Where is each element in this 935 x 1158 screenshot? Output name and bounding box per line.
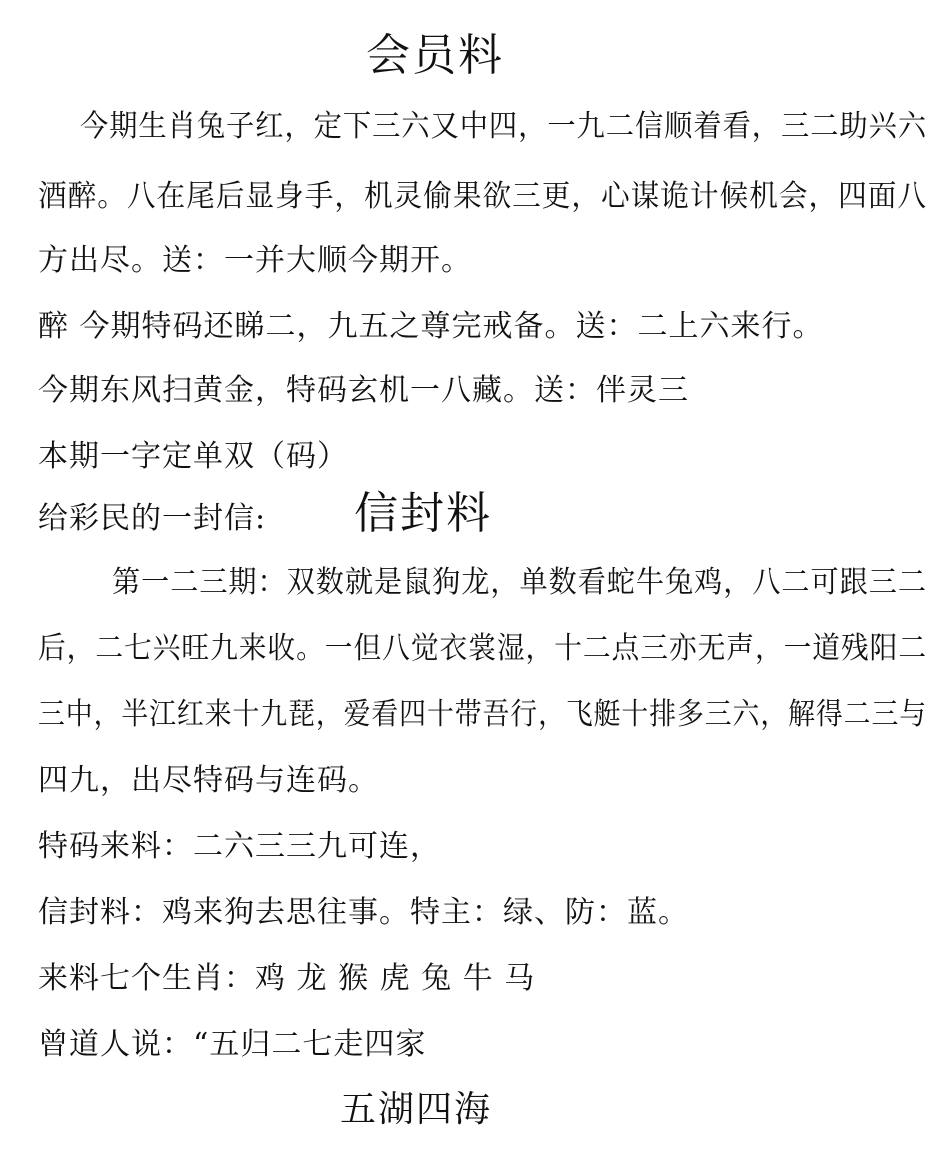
member-text-line-5: 今期东风扫黄金，特码玄机一八藏。送：伴灵三 bbox=[38, 373, 689, 408]
note-line-4: 曾道人说：“五归二七走四家 bbox=[38, 1027, 427, 1062]
footer-title: 五湖四海 bbox=[340, 1089, 493, 1130]
letter-text-line-3: 三中，半江红来十九琵，爱看四十带吾行，飞艇十排多三六，解得二三与 bbox=[38, 697, 928, 732]
member-text-line-2: 酒醉。八在尾后显身手，机灵偷果欲三更，心谋诡计候机会，四面八 bbox=[38, 179, 927, 214]
member-text-line-1: 今期生肖兔子红，定下三六又中四，一九二信顺着看，三二助兴六 bbox=[80, 109, 928, 144]
note-line-2: 信封料：鸡来狗去思往事。特主：绿、防：蓝。 bbox=[38, 895, 689, 930]
note-line-1: 特码来料：二六三三九可连， bbox=[38, 829, 441, 864]
letter-text-line-1: 第一二三期：双数就是鼠狗龙，单数看蛇牛兔鸡，八二可跟三二 bbox=[112, 565, 927, 600]
letter-text-line-4: 四九，出尽特码与连码。 bbox=[38, 763, 379, 798]
note-line-3: 来料七个生肖：鸡 龙 猴 虎 兔 牛 马 bbox=[38, 961, 536, 996]
section-title-xinfeng: 信封料 bbox=[354, 488, 492, 539]
member-text-line-6: 本期一字定单双（码） bbox=[38, 439, 348, 474]
member-text-line-4: 醉 今期特码还睇二，九五之尊完戒备。送：二上六来行。 bbox=[38, 309, 824, 344]
letter-label: 给彩民的一封信: bbox=[38, 501, 267, 536]
section-title-huiyuan: 会员料 bbox=[366, 30, 504, 81]
letter-text-line-2: 后，二七兴旺九来收。一但八觉衣裳湿，十二点三亦无声，一道残阳二 bbox=[38, 631, 928, 666]
member-text-line-3: 方出尽。送：一并大顺今期开。 bbox=[38, 243, 472, 278]
